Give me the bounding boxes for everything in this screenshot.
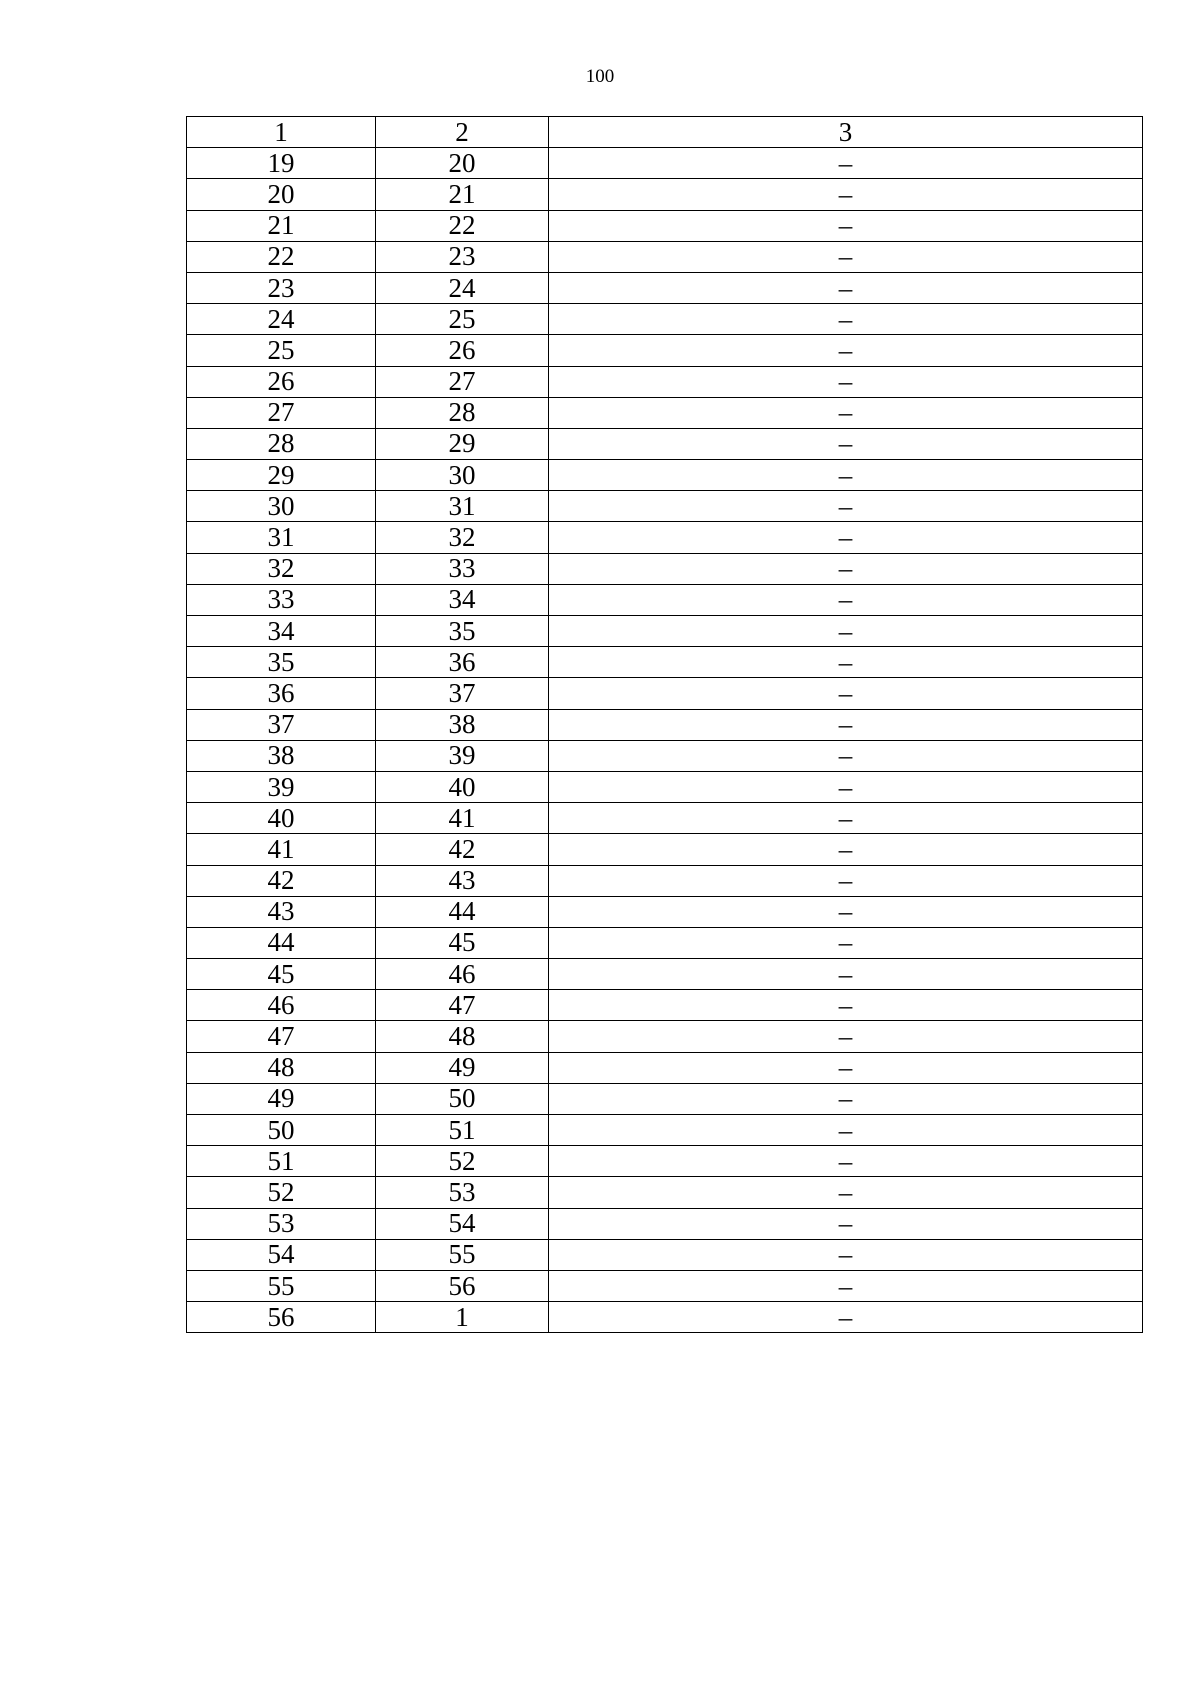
table-cell-col-3: – — [549, 927, 1143, 958]
table-cell-col-1: 31 — [187, 522, 376, 553]
table-cell-col-2: 29 — [376, 428, 549, 459]
table-cell-col-2: 42 — [376, 834, 549, 865]
table-row — [187, 1115, 1143, 1146]
table-cell-col-3: – — [549, 803, 1143, 834]
data-table — [186, 116, 1143, 1333]
table-cell-col-3: – — [549, 616, 1143, 647]
table-row — [187, 272, 1143, 303]
table-cell-col-1: 39 — [187, 771, 376, 802]
table-row — [187, 1052, 1143, 1083]
table-cell-col-2: 26 — [376, 335, 549, 366]
table-cell-col-1: 27 — [187, 397, 376, 428]
table-cell-col-1: 36 — [187, 678, 376, 709]
table-cell-col-3: – — [549, 460, 1143, 491]
page-number: 100 — [585, 66, 615, 87]
table-cell-col-1: 33 — [187, 584, 376, 615]
table-cell-col-1: 24 — [187, 304, 376, 335]
table-row — [187, 678, 1143, 709]
table-cell-col-3: – — [549, 335, 1143, 366]
header-row — [187, 117, 1143, 148]
table-row — [187, 335, 1143, 366]
table-row — [187, 865, 1143, 896]
table-cell-col-3: – — [549, 522, 1143, 553]
table-cell-col-3: – — [549, 1052, 1143, 1083]
table-cell-col-3: – — [549, 1146, 1143, 1177]
table-cell-col-2: 31 — [376, 491, 549, 522]
table-cell-col-3: – — [549, 1115, 1143, 1146]
table-cell-col-1: 30 — [187, 491, 376, 522]
table-cell-col-1: 35 — [187, 647, 376, 678]
table-cell-col-1: 21 — [187, 210, 376, 241]
table-cell-col-2: 35 — [376, 616, 549, 647]
table-row — [187, 366, 1143, 397]
table-cell-col-1: 40 — [187, 803, 376, 834]
table-cell-col-2: 47 — [376, 990, 549, 1021]
table-cell-col-3: – — [549, 148, 1143, 179]
table-cell-col-2: 54 — [376, 1208, 549, 1239]
table-cell-col-2: 30 — [376, 460, 549, 491]
table-row — [187, 990, 1143, 1021]
table-cell-col-2: 55 — [376, 1239, 549, 1270]
table-cell-col-1: 53 — [187, 1208, 376, 1239]
table-cell-col-1: 28 — [187, 428, 376, 459]
column-header-2: 2 — [376, 117, 549, 148]
table-cell-col-1: 55 — [187, 1270, 376, 1301]
table-cell-col-2: 43 — [376, 865, 549, 896]
table-row — [187, 1208, 1143, 1239]
table-cell-col-2: 56 — [376, 1270, 549, 1301]
table-cell-col-3: – — [549, 304, 1143, 335]
table-cell-col-1: 48 — [187, 1052, 376, 1083]
table-cell-col-2: 53 — [376, 1177, 549, 1208]
table-cell-col-1: 51 — [187, 1146, 376, 1177]
table-row — [187, 1270, 1143, 1301]
table-cell-col-2: 34 — [376, 584, 549, 615]
table-cell-col-1: 44 — [187, 927, 376, 958]
table-row — [187, 1177, 1143, 1208]
table-cell-col-2: 33 — [376, 553, 549, 584]
table-cell-col-1: 37 — [187, 709, 376, 740]
table-cell-col-2: 32 — [376, 522, 549, 553]
table-cell-col-3: – — [549, 241, 1143, 272]
table-cell-col-3: – — [549, 272, 1143, 303]
table-cell-col-1: 26 — [187, 366, 376, 397]
table-cell-col-2: 51 — [376, 1115, 549, 1146]
table-row — [187, 553, 1143, 584]
table-cell-col-3: – — [549, 1177, 1143, 1208]
table-cell-col-3: – — [549, 740, 1143, 771]
table-cell-col-2: 28 — [376, 397, 549, 428]
table-row — [187, 927, 1143, 958]
table-row — [187, 1021, 1143, 1052]
table-row — [187, 959, 1143, 990]
table-cell-col-1: 52 — [187, 1177, 376, 1208]
table-cell-col-3: – — [549, 959, 1143, 990]
table-row — [187, 1302, 1143, 1333]
table-cell-col-3: – — [549, 1083, 1143, 1114]
table-cell-col-2: 50 — [376, 1083, 549, 1114]
table-cell-col-3: – — [549, 553, 1143, 584]
table-cell-col-3: – — [549, 1021, 1143, 1052]
table-cell-col-1: 23 — [187, 272, 376, 303]
table-cell-col-1: 50 — [187, 1115, 376, 1146]
column-header-1: 1 — [187, 117, 376, 148]
table-cell-col-2: 46 — [376, 959, 549, 990]
table-cell-col-2: 36 — [376, 647, 549, 678]
table-cell-col-2: 41 — [376, 803, 549, 834]
table-cell-col-3: – — [549, 366, 1143, 397]
table-cell-col-1: 43 — [187, 896, 376, 927]
table-row — [187, 896, 1143, 927]
table-cell-col-2: 38 — [376, 709, 549, 740]
table-cell-col-2: 25 — [376, 304, 549, 335]
table-cell-col-1: 19 — [187, 148, 376, 179]
table-cell-col-2: 49 — [376, 1052, 549, 1083]
table-cell-col-3: – — [549, 584, 1143, 615]
table-cell-col-1: 25 — [187, 335, 376, 366]
table-cell-col-2: 44 — [376, 896, 549, 927]
table-row — [187, 647, 1143, 678]
table-cell-col-1: 45 — [187, 959, 376, 990]
table-row — [187, 616, 1143, 647]
table-cell-col-2: 48 — [376, 1021, 549, 1052]
table-row — [187, 522, 1143, 553]
table-cell-col-3: – — [549, 709, 1143, 740]
table-cell-col-3: – — [549, 397, 1143, 428]
table-cell-col-3: – — [549, 896, 1143, 927]
column-header-3: 3 — [549, 117, 1143, 148]
table-cell-col-3: – — [549, 771, 1143, 802]
table-cell-col-1: 22 — [187, 241, 376, 272]
table-cell-col-1: 34 — [187, 616, 376, 647]
table-cell-col-1: 38 — [187, 740, 376, 771]
table-row — [187, 179, 1143, 210]
table-row — [187, 584, 1143, 615]
table-cell-col-1: 54 — [187, 1239, 376, 1270]
table-row — [187, 709, 1143, 740]
table-row — [187, 397, 1143, 428]
table-cell-col-1: 42 — [187, 865, 376, 896]
table-row — [187, 148, 1143, 179]
table-cell-col-1: 20 — [187, 179, 376, 210]
table-cell-col-3: – — [549, 1239, 1143, 1270]
table-cell-col-2: 23 — [376, 241, 549, 272]
table-cell-col-2: 45 — [376, 927, 549, 958]
table-cell-col-2: 37 — [376, 678, 549, 709]
table-cell-col-3: – — [549, 210, 1143, 241]
table-cell-col-3: – — [549, 990, 1143, 1021]
table-row — [187, 1146, 1143, 1177]
table-cell-col-3: – — [549, 428, 1143, 459]
table-cell-col-1: 41 — [187, 834, 376, 865]
table-header — [187, 117, 1143, 148]
table-cell-col-1: 32 — [187, 553, 376, 584]
table-row — [187, 740, 1143, 771]
table-cell-col-3: – — [549, 1270, 1143, 1301]
table-cell-col-1: 46 — [187, 990, 376, 1021]
table-row — [187, 491, 1143, 522]
table-row — [187, 1083, 1143, 1114]
table-cell-col-3: – — [549, 865, 1143, 896]
table-row — [187, 803, 1143, 834]
table-cell-col-2: 27 — [376, 366, 549, 397]
table-row — [187, 241, 1143, 272]
table-cell-col-3: – — [549, 678, 1143, 709]
table-cell-col-3: – — [549, 647, 1143, 678]
table-cell-col-2: 40 — [376, 771, 549, 802]
table-cell-col-3: – — [549, 1302, 1143, 1333]
table-row — [187, 210, 1143, 241]
table-cell-col-1: 56 — [187, 1302, 376, 1333]
table-cell-col-2: 39 — [376, 740, 549, 771]
table-cell-col-3: – — [549, 1208, 1143, 1239]
table-cell-col-2: 20 — [376, 148, 549, 179]
table-cell-col-2: 52 — [376, 1146, 549, 1177]
table-cell-col-1: 49 — [187, 1083, 376, 1114]
table-cell-col-2: 24 — [376, 272, 549, 303]
table-row — [187, 1239, 1143, 1270]
table-row — [187, 428, 1143, 459]
table-body — [187, 148, 1143, 1333]
table-cell-col-3: – — [549, 834, 1143, 865]
table-cell-col-3: – — [549, 491, 1143, 522]
table-cell-col-2: 1 — [376, 1302, 549, 1333]
table-row — [187, 771, 1143, 802]
table-row — [187, 304, 1143, 335]
table-cell-col-3: – — [549, 179, 1143, 210]
table-row — [187, 460, 1143, 491]
table-row — [187, 834, 1143, 865]
table-cell-col-1: 47 — [187, 1021, 376, 1052]
table-cell-col-1: 29 — [187, 460, 376, 491]
table-cell-col-2: 22 — [376, 210, 549, 241]
table-cell-col-2: 21 — [376, 179, 549, 210]
